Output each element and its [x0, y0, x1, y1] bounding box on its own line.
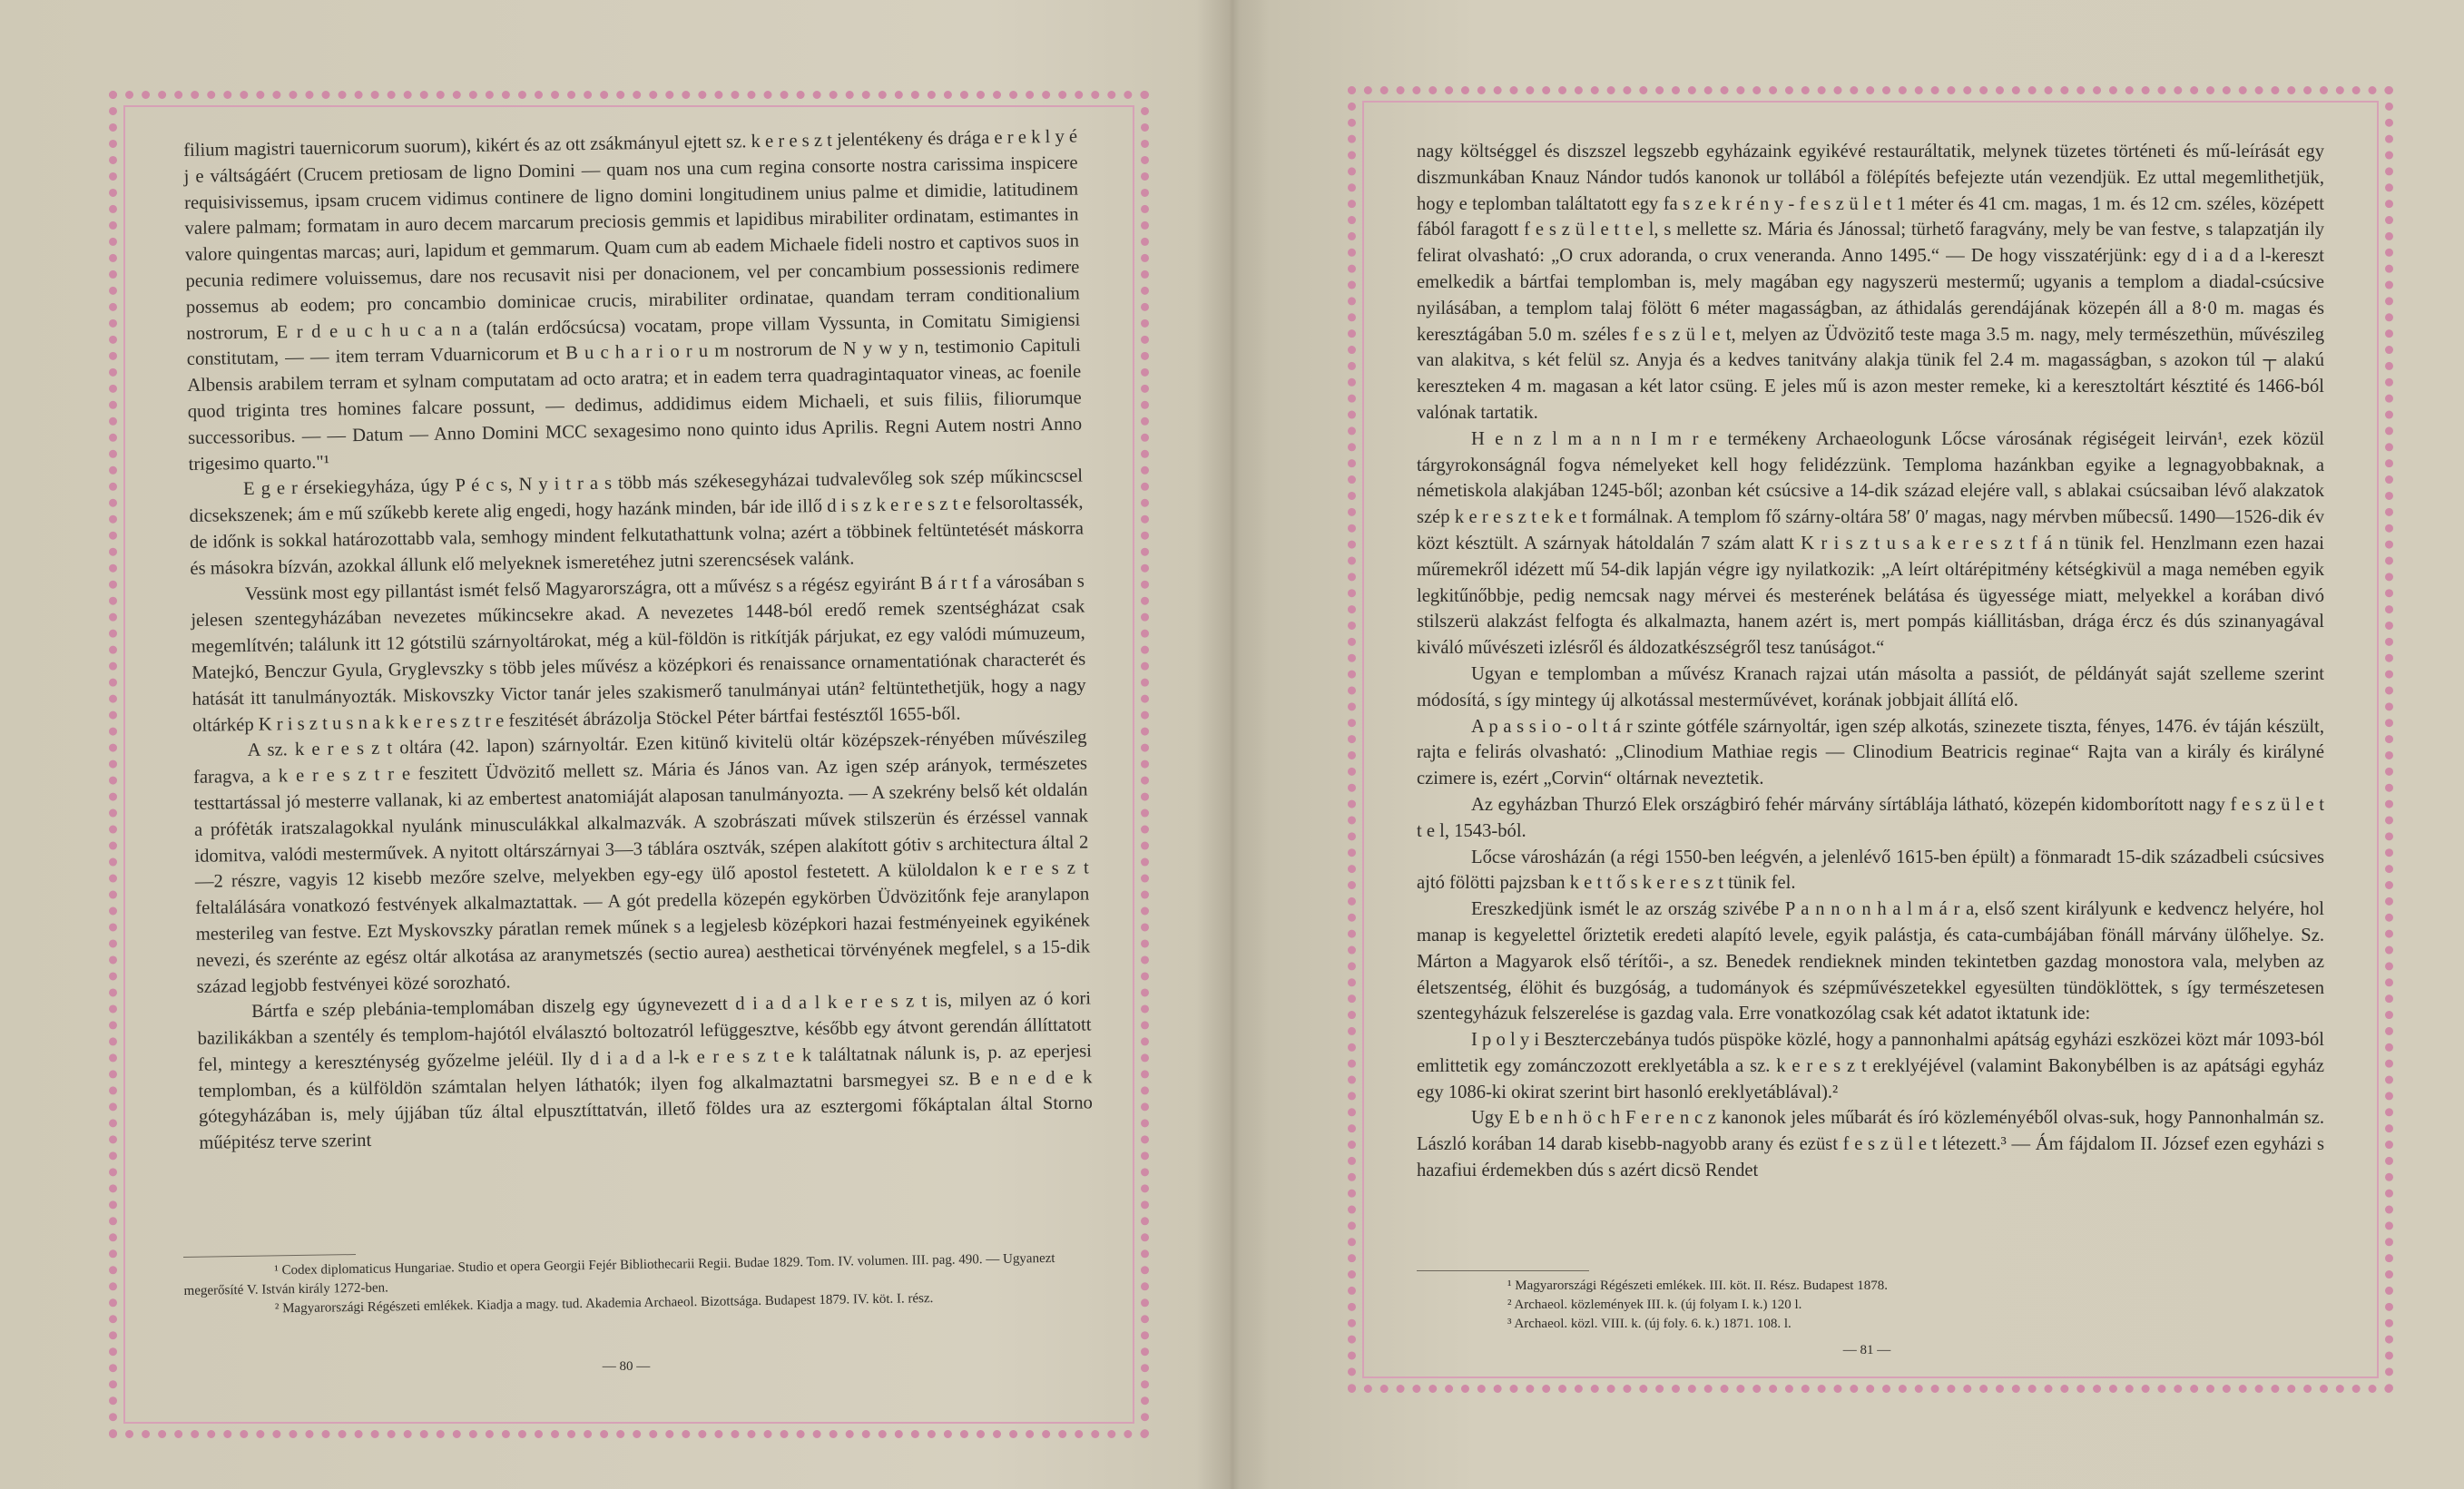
footnote: ² Magyarországi Régészeti emlékek. Kiadja a magy. tud. Akademia Archaeol. Bizottsága. Budapest 1879. IV. köt. I. rész. [274, 1291, 934, 1317]
paragraph: A p a s s i o - o l t á r szinte gótféle szárnyoltár, igen szép alkotás, szinezete tiszta, fényes, 1476. év táján készült, rajta e felirás olvasható: „Clinodium Mathiae regis — Clinodium Beatricis reginae“ Rajta van a király és királyné czimere is, ezért „Corvin“ oltárnak neveztetik. [1417, 716, 2324, 789]
right-page-body [1417, 139, 2324, 1184]
paragraph: Bártfa e szép plebánia-templomában diszelg egy úgynevezett d i a d a l k e r e s z t is, milyen az ó kori bazilikákban a szentély és templom-hajótól elválasztó boltozatról lefüggesztve, később egy átvont gerendán állíttatott fel, mintegy a kereszténység győzelme jeléül. Ily d i a d a l-k e r e s z t e k találtatnak nálunk is, p. az eperjesi templomban, és a külföldön számtalan helyen láthatók; ilyen fog alkalmaztatni barsmegyei sz. B e n e d e k gótegyházában is, mely újjában tűz által elpusztíttatván, illető földes ura az esztergomi főkáptalan által Storno műépitész terve szerint [197, 988, 1094, 1154]
page-number: — 81 — [1842, 1343, 1891, 1357]
paragraph: Lőcse városházán (a régi 1550-ben leégvén, a jelenlévő 1615-ben épült) a fönmaradt 15-dik századbeli csúcsives ajtó fölötti pajzsban k e t t ő s k e r e s z t tünik fel. [1417, 847, 2324, 894]
paragraph: nagy költséggel és diszszel legszebb egyházaink egyikévé restauráltatik, melynek tüzetes történeti és mű-leírását egy diszmunkában Knauz Nándor tudós kanonok ur tollából a fölépítés befejezte után vezendjük. Ez uttal megemlithetjük, hogy e teplomban találtatott egy fa s z e k r é n y - f e s z ü l e t 1 méter és 41 cm. magas, 1 m. és 12 cm. széles, középett fából faragott f e s z ü l e t t e l, s mellette sz. Mária és Jánossal; türhető faragvány, mely be van festve, s talapzatján ily felirat olvasható: „O crux adoranda, o crux veneranda. Anno 1495.“ — De hogy visszatérjünk: egy d i a d a l-kereszt emelkedik a bártfai templomban is, mely magában egy nagyszerü mestermű; ugyanis a templom a diadal-csúcsive nyilásában, a templom talaj fölött 6 méter magasságban, az áthidalás gerendájának közepén áll a 8·0 m. magas és keresztágában 5.0 m. széles f e s z ü l e t, melyen az Üdvözitő teste maga 3.5 m. nagy, mely természethün, művészileg van alakitva, s két felül sz. Anyja és a kedves tanitvány alakja tünik fel 2.4 m. magasságban, s azokon túl ┬ alakú kereszteken 4 m. magasan a két lator csüng. E jeles mű is azon mester remeke, ki a keresztoltárt késztité és 1466-ból valónak tartatik. [1417, 142, 2324, 423]
footnote: ² Archaeol. közlemények III. k. (új folyam I. k.) 120 l. [1507, 1298, 1802, 1312]
paragraph: Vessünk most egy pillantást ismét felső Magyarországra, ott a művész s a régész egyiránt B á r t f a városában s jelesen szentegyházában nevezetes műkincsekre akad. A nevezetes 1448-ból eredő remek szentségházat csak megemlítvén; találunk itt 12 gótstilü szárnyoltárokat, még a kül-földön is ritkítják párjukat, ez egy valódi múmuzeum, Matejkó, Benczur Gyula, Gryglevszky s több jeles művész a középkori és renaissance ornamentatiónak characterét és hatását itt tanulmányozták. Miskovszky Victor tanár jeles szakismerő tanulmányai után² feltüntethetjük, hogy a nagy oltárkép K r i s z t u s n a k k e r e s z t r e feszitését ábrázolja Stöckel Péter bártfai festésztől 1655-ből. [191, 571, 1086, 736]
paragraph: E g e r érsekiegyháza, úgy P é c s, N y i t r a s több más székesegyházai tudvalevőleg sok szép műkincscsel dicsekszenek; ám e mű szűkebb kerete alig engedi, hogy hazánk minden, bár ide illő d i s z k e r e s z t e felsoroltassék, de időnk is sokkal határozottabb vala, semhogy mindent felkutathattunk volna; azért a többinek feltüntetését máskorra és másokra bízván, azokkal állunk elő melyeknek ismeretéhez jutni szerencsések valánk. [189, 465, 1085, 579]
right-page-footnotes [1417, 1270, 2324, 1334]
footnote-rule [1417, 1270, 1589, 1271]
paragraph: Ugy E b e n h ö c h F e r e n c z kanonok jeles műbarát és író közleményéből olvas-suk, hogy Pannonhalmán sz. László korában 14 darab kisebb-nagyobb arany és ezüst f e s z ü l e t létezett.³ — Ám fájdalom II. József ezen egyházi s hazafiui érdemekben dús s azért dicsö Rendet [1417, 1108, 2324, 1181]
footnote: ¹ Magyarországi Régészeti emlékek. III. köt. II. Rész. Budapest 1878. [1507, 1278, 1888, 1293]
footnote: ¹ Codex diplomaticus Hungariae. Studio et opera Georgii Fejér Bibliothecarii Regii. Budae 1829. Tom. IV. volumen. III. pag. 490. — Ugyanezt megerősíté V. István király 1272-ben. [183, 1250, 1055, 1298]
paragraph: Ereszkedjünk ismét le az ország szivébe P a n n o n h a l m á r a, első szent királyunk e kedvencz helyére, hol manap is kegyelettel őriztetik eredeti alapító levele, egyik palástja, és cata-cumbájában fönáll márvány ülőhelye. Sz. Márton a Magyarok első térítői-, a sz. Benedek rendieknek minden tekintetben gazdag monostora vala, melyben az életszentség, élöhit és buzgóság, a tudományok és szépművészetekkel egyesülten tündöklöttek, s így természetesen szentegyházuk felszerelése is gazdag vala. Erre vonatkozólag csak két adatot iktatunk ide: [1417, 899, 2324, 1024]
paragraph: Az egyházban Thurzó Elek országbiró fehér márvány sírtáblája látható, közepén kidomborított nagy f e s z ü l e t t e l, 1543-ból. [1417, 794, 2324, 841]
left-page-body [183, 124, 1094, 1157]
paragraph: A sz. k e r e s z t oltára (42. lapon) szárnyoltár. Ezen kitünő kivitelü oltár középszek-rényében művészileg faragva, a k e r e s z t r e feszitett Üdvözitő mellett sz. Mária és János van. Az igen szép arányok, természetes testtartással jó mesterre vallanak, ki az embertest anatomiáját alaposan tanulmányozta. — A szekrény belső két oldalán a prófėták iratszalagokkal nyulánk minusculákkal alkalmazvák. A szobrászati művek stilszerün és érzéssel vannak idomitva, valódi mesterművek. A nyitott oltárszárnyai 3—3 táblára osztvák, szépen alakított gótiv s architectura által 2—2 részre, vagyis 12 kisebb mezőre szelve, melyekben egy-egy ülő apostol festetett. A küloldalon k e r e s z t feltalálására vonatkozó festvények alkalmaztattak. — A gót predella közepén egykörben Üdvözitőnk feje aranylapon mesterileg van festve. Ezt Myskovszky páratlan remek műnek s a legjelesb középkori hazai festményeinek egyikének nevezi, és szerénte az egész oltár alkotása az aranymetszés (sectio aurea) aestheticai törvényének megfelel, s a 15-dik század legjobb festvényei közé sorozható. [192, 727, 1091, 997]
page-number: — 80 — [602, 1359, 651, 1374]
paragraph: H e n z l m a n n I m r e termékeny Archaeologunk Lőcse városának régiségeit leirván¹, ezek közül tárgyrokonságnál fogva némelyeket kell hogy felidézzünk. Temploma hazánkban egyike a legnagyobbaknak, a németiskola alakjában 1245-ből; azonban két csúcsive a 14-dik század elejére vall, s ablakai csúcsaiban lévő alakzatok szép k e r e s z t e k e t formálnak. A templom fő szárny-oltára 58′ 0′ magas, nagy mérvben műbecsű. 1490—1526-dik év közt késztült. A szárnyak hátoldalán 7 szám alatt K r i s z t u s a k e r e s z t f á n tünik fel. Henzlmann ezen hazai műremekről idézett mű 54-dik lapján végre igy nyilatkozik: „A leírt oltárépitmény kétségkivül a maga nemében egyik legkitűnőbbje, pedig nemcsak nagy mérvei és mesterének belátása és ügyessége miatt, melyekkel a korában divó stilszerü alakzást felfogta és alkalmazta, hanem azért is, mert pompás kiállitásban, drága ércz és dús szinanyagával kiváló művészeti izlésről és áldozatkészségről tesz tanúságot.“ [1417, 428, 2324, 659]
paragraph: Ugyan e templomban a művész Kranach rajzai után másolta a passiót, de példányát saját szelleme szerint módosítá, s így mintegy új alkotással mesterművévet, korának jobbjait állítá elő. [1417, 663, 2324, 710]
right-page [1232, 0, 2464, 1489]
paragraph: filium magistri tauernicorum suorum), kikért és az ott zsákmányul ejtett sz. k e r e s z t jelentékeny és drága e r e k l y é j e váltságáért (Crucem pretiosam de ligno Domini — quam nos una cum regina consorte nostra carissima inspicere requisivissemus, ipsam crucem vidimus continere de ligno domini longitudinem unius palme et dimidie, latitudinem valere palmam; formatam in auro decem marcarum preciosis gemmis et lapidibus mirabiliter ordinatam, estimantes in valore quingentas marcas; auri, lapidum et gemmarum. Quam cum ab eadem Michaele fideli nostro et captivos suos in pecunia redimere voluissemus, dare nos recusavit nisi per donacionem, vel per concambium possessionis redimere possemus ab eodem; pro concambio dominicae crucis, mirabiliter ordinatae, quandam terram conditionalium nostrorum, E r d e u c h u c a n a (talán erdőcsúcsa) vocatam, prope villam Vyssunta, in Comitatu Simigiensi constitutam, — — item terram Vduarnicorum et B u c h a r i o r u m nostrorum de N y w y n, testimonio Capituli Albensis arabilem terram et sylnam computatam ad octo aratra; et in eadem terra quadragintaquator vineas, ac foenile quod triginta tres homines falcare possunt, — dedimus, addidimus eidem Michaeli, et suis filiis, filiorumque successoribus. — — Datum — Anno Domini MCC sexagesimo nono quinto idus Aprilis. Regni Autem nostri Anno trigesimo quarto."¹ [183, 126, 1083, 475]
footnote: ³ Archaeol. közl. VIII. k. (új foly. 6. k.) 1871. 108. l. [1507, 1317, 1792, 1331]
paragraph: I p o l y i Beszterczebánya tudós püspöke közlé, hogy a pannonhalmi apátság egyházi eszközei közt már 1093-ból emlittetik egy zománczozott ereklyetábla a sz. k e r e s z t ereklyéjével (valamint Bakonybélben is az apátsági egyház egy 1086-ki okirat szerint birt hasonló ereklyetáblával).² [1417, 1030, 2324, 1102]
